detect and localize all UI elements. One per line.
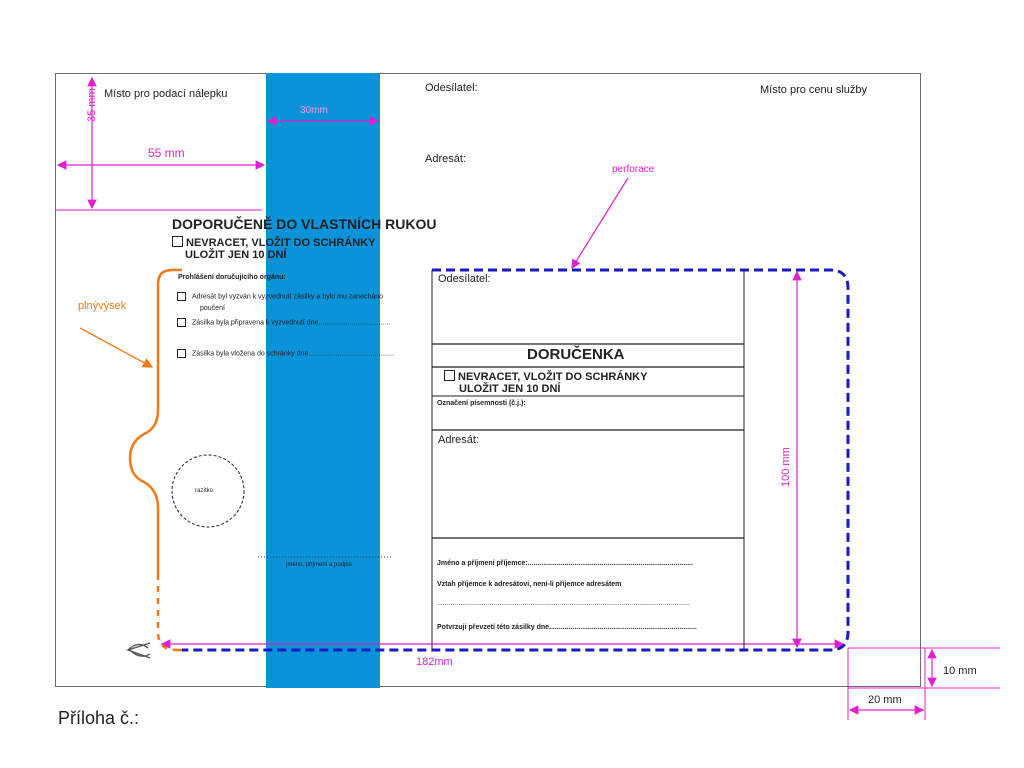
receipt-title: DORUČENKA (527, 346, 625, 363)
sticker-place-label: Místo pro podací nálepku (104, 88, 228, 100)
stamp-label: razítko (195, 488, 214, 494)
recipient-relation-field: .................................................................................................................................. (437, 600, 690, 607)
dimension-35mm: 35 mm (86, 88, 98, 122)
declaration-item-1b: poučení (200, 305, 225, 312)
declaration-item-3: Zásilka byla vložena do schránky dne............................................ (177, 349, 394, 358)
front-checkbox-icon[interactable] (172, 236, 183, 247)
front-option-2: ULOŽIT JEN 10 DNÍ (185, 249, 287, 261)
flap-outline (130, 270, 182, 650)
receipt-addressee-label: Adresát: (438, 434, 479, 446)
receipt-confirmation-field: Potvrzuji převzetí této zásilky dne............................................................................ (437, 624, 697, 631)
flap-pointer (80, 328, 152, 367)
declaration-checkbox-2[interactable] (177, 318, 186, 327)
receipt-checkbox-icon[interactable] (444, 370, 455, 381)
front-option-1: NEVRACET, VLOŽIT DO SCHRÁNKY (172, 236, 375, 249)
receipt-option-1: NEVRACET, VLOŽIT DO SCHRÁNKY (444, 370, 647, 383)
registered-title: DOPORUČENĚ DO VLASTNÍCH RUKOU (172, 216, 437, 232)
perforation-label: perforace (612, 164, 655, 175)
dimension-30mm: 30mm (300, 105, 328, 116)
document-reference-label: Označení písemnosti (č.j.): (437, 400, 526, 407)
recipient-relation-label: Vztah příjemce k adresátovi, není-li příjemce adresátem (437, 581, 622, 588)
declaration-item-1: Adresát byl vyzván k vyzvednutí zásilky a bylo mu zanecháno (177, 292, 383, 301)
perforation-pointer (572, 178, 628, 268)
dimension-10mm: 10 mm (943, 665, 977, 677)
declaration-checkbox-3[interactable] (177, 349, 186, 358)
recipient-name-field: Jméno a příjmení příjemce:..................................................................................... (437, 560, 693, 567)
receipt-option-2: ULOŽIT JEN 10 DNÍ (459, 383, 561, 395)
dimension-100mm: 100 mm (780, 447, 792, 487)
dimension-55mm: 55 mm (148, 146, 185, 160)
declaration-item-2: Zásilka byla připravena k vyzvednutí dne..................................... (177, 318, 390, 327)
declaration-heading: Prohlášení doručujícího orgánu: (178, 274, 286, 281)
signature-label: jméno, příjmení a podpis (286, 562, 352, 568)
sender-label: Odesílatel: (425, 82, 478, 94)
tear-arrow-icon (128, 643, 150, 658)
attachment-label: Příloha č.: (58, 708, 140, 728)
declaration-checkbox-1[interactable] (177, 292, 186, 301)
receipt-sender-label: Odesílatel: (438, 273, 491, 285)
price-place-label: Místo pro cenu služby (760, 84, 867, 96)
dimension-182mm: 182mm (416, 656, 453, 668)
perforation-line (182, 270, 848, 650)
dimension-20mm: 20 mm (868, 694, 902, 706)
addressee-label: Adresát: (425, 153, 466, 165)
flap-label: plnývýsek (78, 300, 127, 312)
